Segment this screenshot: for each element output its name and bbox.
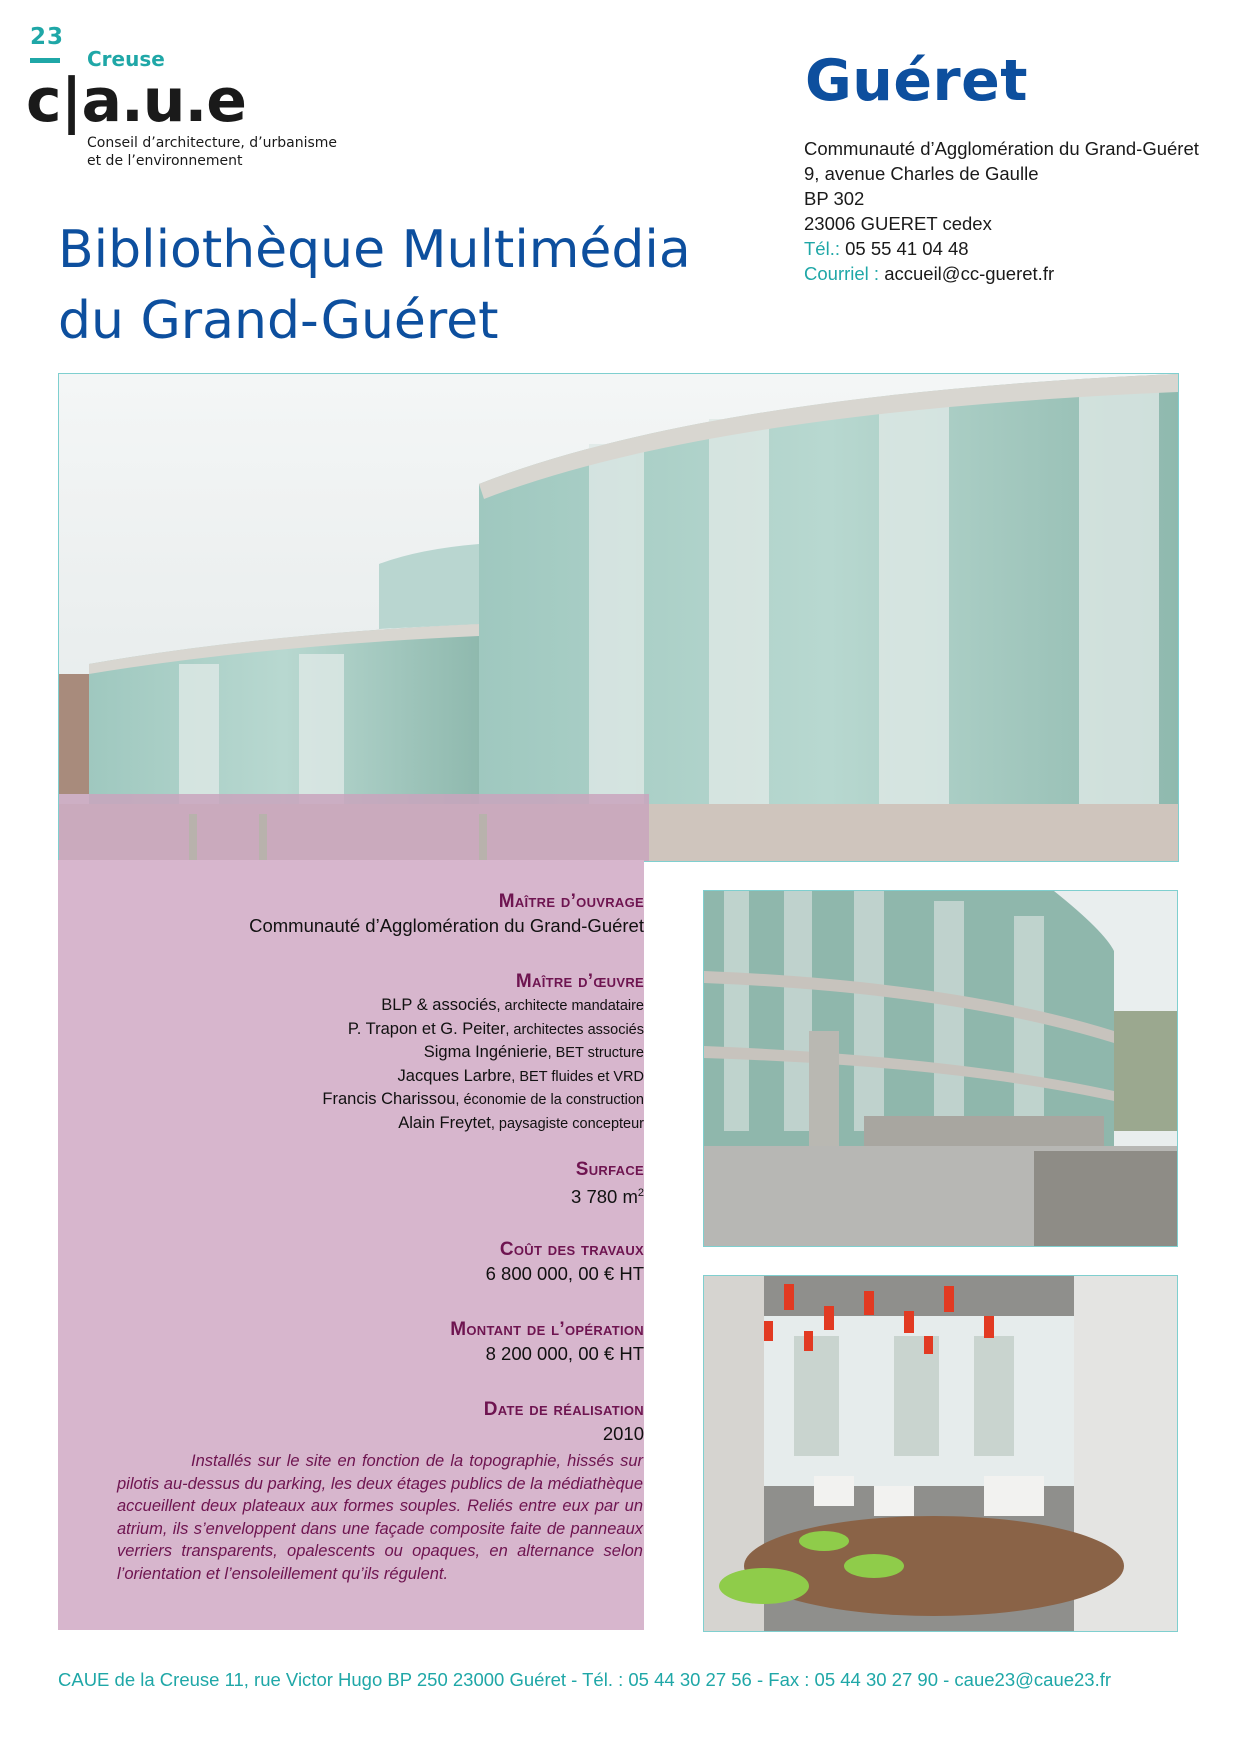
phone-label: Tél.: xyxy=(804,238,840,259)
main-building-photo xyxy=(58,373,1179,862)
credit-line xyxy=(84,1065,644,1089)
credit-name: P. Trapon et G. Peiter xyxy=(347,1019,506,1038)
contact-bp: BP 302 xyxy=(804,188,865,209)
owner-value: Communauté d’Agglomération du Grand-Guéret xyxy=(249,915,644,936)
credit-role: , BET structure xyxy=(547,1045,644,1061)
credit-name: Francis Charissou xyxy=(322,1090,456,1108)
logo-tagline-line2: et de l’environnement xyxy=(87,153,243,169)
credit-role: , paysagiste concepteur xyxy=(490,1115,644,1132)
architect-heading: Maître d’œuvre xyxy=(515,971,644,992)
credit-role: , économie de la construction xyxy=(455,1092,644,1108)
date-heading: Date de réalisation xyxy=(483,1399,644,1420)
contact-city: 23006 GUERET cedex xyxy=(804,213,992,234)
project-description: Installés sur le site en fonction de la topographie, hissés sur pilotis au-dessus du parking, les deux étages publics de la médiathèque accueillent deux plateaux aux formes souples. Reliés entre eux par un atrium, ils s’enveloppent dans une façade composite faite de panneaux verriers transparents, opalescents ou opaques, en alternance selon l’orientation et l’ensoleillement qu’ils régulent. xyxy=(117,1452,643,1583)
exterior-photo xyxy=(703,890,1178,1247)
amount-block xyxy=(84,1318,644,1365)
logo-number: 23 xyxy=(30,24,65,50)
date-block xyxy=(84,1398,644,1445)
amount-heading: Montant de l’opération xyxy=(450,1319,644,1340)
logo-tagline-line1: Conseil d’architecture, d’urbanisme xyxy=(87,135,338,151)
surface-block xyxy=(84,1158,644,1208)
contact-block xyxy=(804,136,1204,286)
credit-role: , BET fluides et VRD xyxy=(511,1068,644,1085)
credit-role: , architectes associés xyxy=(505,1021,644,1038)
owner-heading: Maître d’ouvrage xyxy=(498,891,644,912)
surface-unit-exponent: 2 xyxy=(637,1187,644,1199)
credit-name: Jacques Larbre xyxy=(397,1066,512,1085)
interior-photo xyxy=(703,1275,1178,1632)
logo-tagline xyxy=(87,134,347,170)
credit-line xyxy=(84,994,644,1018)
owner-block xyxy=(84,890,644,937)
logo-department: Creuse xyxy=(87,47,165,71)
contact-address: 9, avenue Charles de Gaulle xyxy=(804,163,1039,184)
architect-block xyxy=(84,970,644,1135)
credit-name: Sigma Ingénierie xyxy=(423,1043,548,1061)
logo-underline xyxy=(30,58,60,63)
credit-line xyxy=(84,1088,644,1112)
contact-phone-row xyxy=(804,236,1204,261)
logo-wordmark: c|a.u.e xyxy=(26,66,246,136)
date-value: 2010 xyxy=(602,1423,644,1444)
cost-heading: Coût des travaux xyxy=(499,1239,644,1260)
contact-org: Communauté d’Agglomération du Grand-Guéret xyxy=(804,138,1199,159)
cost-value: 6 800 000, 00 € HT xyxy=(485,1263,644,1284)
credit-name: Alain Freytet xyxy=(398,1113,491,1132)
surface-number: 3 780 m xyxy=(571,1186,638,1208)
title-line-2: du Grand-Guéret xyxy=(58,291,499,351)
credit-name: BLP & associés xyxy=(381,996,497,1014)
surface-value xyxy=(84,1182,644,1208)
cost-block xyxy=(84,1238,644,1285)
surface-heading: Surface xyxy=(575,1159,644,1180)
city-name: Guéret xyxy=(805,48,1029,114)
footer-contact: CAUE de la Creuse 11, rue Victor Hugo BP 250 23000 Guéret - Tél. : 05 44 30 27 56 - Fax : 05 44 30 27 90 - caue23@caue23.fr xyxy=(58,1669,1112,1690)
amount-value: 8 200 000, 00 € HT xyxy=(485,1343,644,1364)
credit-line xyxy=(84,1112,644,1136)
credit-line xyxy=(84,1041,644,1065)
contact-email-row xyxy=(804,261,1204,286)
email-address: accueil@cc-gueret.fr xyxy=(884,263,1055,284)
email-label: Courriel : xyxy=(804,263,880,284)
credit-role: , architecte mandataire xyxy=(496,998,644,1014)
credit-line xyxy=(84,1018,644,1042)
title-line-1: Bibliothèque Multimédia xyxy=(58,220,691,280)
phone-number: 05 55 41 04 48 xyxy=(845,238,969,259)
page-title xyxy=(58,215,758,357)
